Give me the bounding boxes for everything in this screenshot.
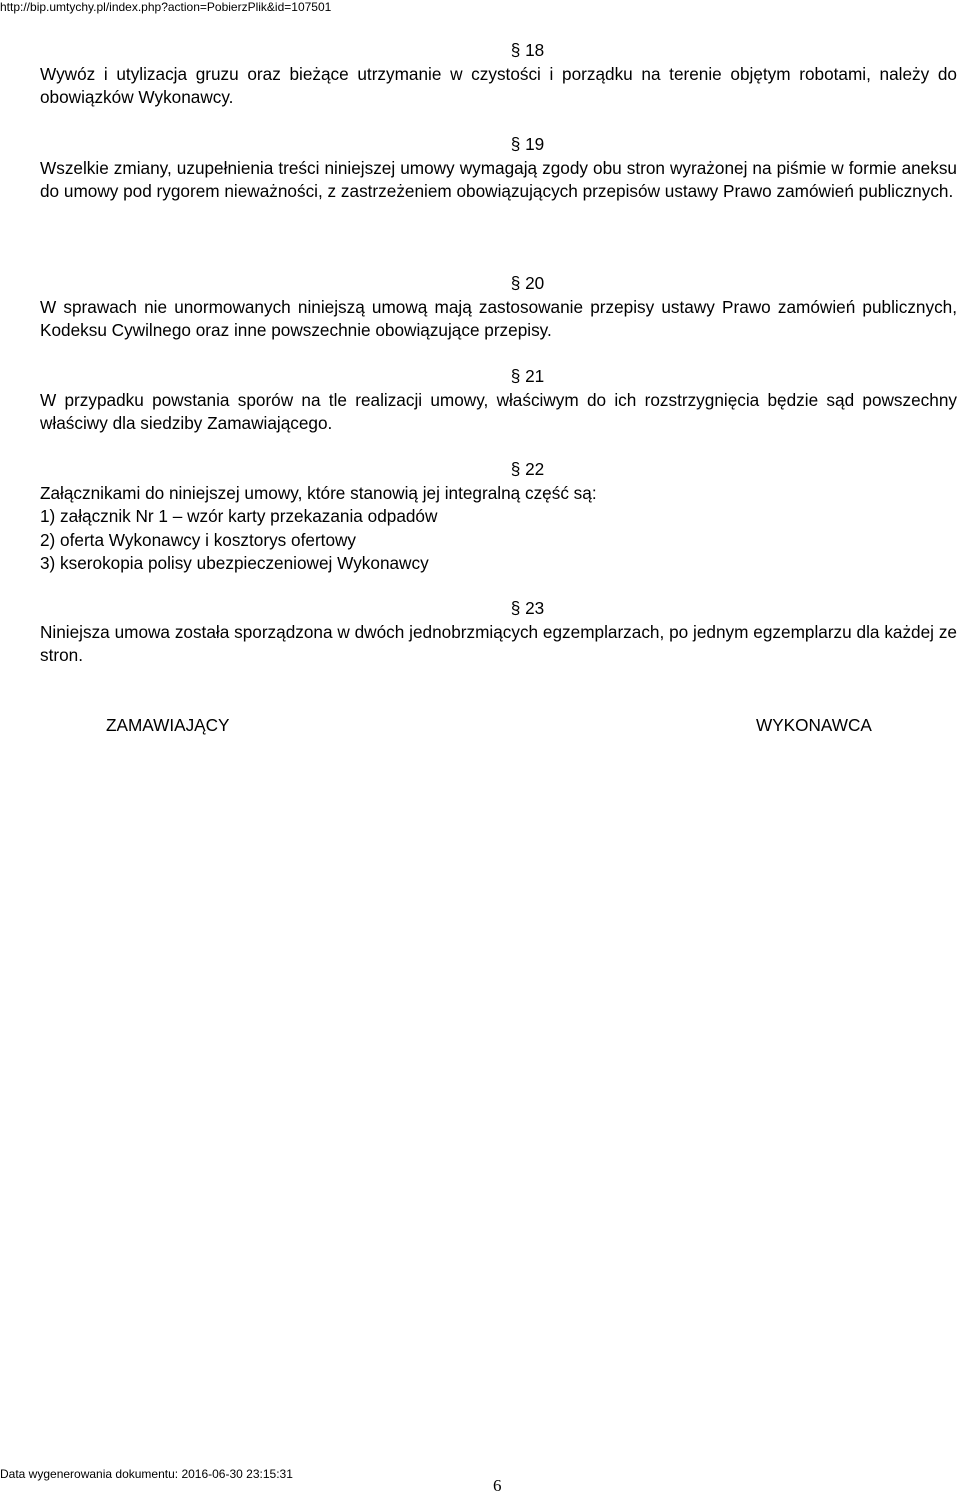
section-22: [40, 458, 957, 576]
attachment-item: 2) oferta Wykonawcy i kosztorys ofertowy: [40, 529, 357, 550]
generation-date: Data wygenerowania dokumentu: 2016-06-30 23:15:31: [0, 1467, 293, 1481]
section-21: [40, 365, 957, 436]
section-text: Wywóz i utylizacja gruzu oraz bieżące utrzymanie w czystości i porządku na terenie objętym robotami, należy do obowiązków Wykonawcy.: [40, 63, 957, 107]
source-url: http://bip.umtychy.pl/index.php?action=PobierzPlik&id=107501: [0, 0, 332, 14]
section-18: [40, 39, 957, 110]
signature-contractor: WYKONAWCA: [756, 715, 872, 735]
signature-employer: ZAMAWIAJĄCY: [106, 715, 230, 735]
attachment-item: 1) załącznik Nr 1 – wzór karty przekazania odpadów: [40, 506, 438, 526]
section-heading: § 22: [510, 459, 545, 479]
attachments-intro: Załącznikami do niniejszej umowy, które stanowią jej integralną część są:: [40, 482, 597, 503]
section-text: W sprawach nie unormowanych niniejszą umową mają zastosowanie przepisy ustawy Prawo zamówień publicznych, Kodeksu Cywilnego oraz inne powszechnie obowiązujące przepisy.: [40, 296, 957, 340]
section-text: Wszelkie zmiany, uzupełnienia treści niniejszej umowy wymagają zgody obu stron wyrażonej na piśmie w formie aneksu do umowy pod rygorem nieważności, z zastrzeżeniem obowiązujących przepisów ustawy Prawo zamówień publicznych.: [40, 157, 957, 201]
section-23: [40, 597, 957, 668]
section-text: W przypadku powstania sporów na tle realizacji umowy, właściwym do ich rozstrzygnięcia będzie sąd powszechny właściwy dla siedziby Zamawiającego.: [40, 389, 957, 433]
section-19: [40, 133, 957, 204]
page-number: 6: [493, 1476, 502, 1495]
attachment-item: 3) kserokopia polisy ubezpieczeniowej Wykonawcy: [40, 553, 429, 573]
section-text: Niniejsza umowa została sporządzona w dwóch jednobrzmiących egzemplarzach, po jednym egzemplarzu dla każdej ze stron.: [40, 621, 957, 665]
section-heading: § 21: [510, 366, 545, 386]
section-heading: § 20: [510, 273, 545, 293]
section-heading: § 18: [510, 40, 545, 60]
section-heading: § 23: [510, 598, 545, 618]
section-20: [40, 272, 957, 343]
section-heading: § 19: [510, 134, 545, 154]
